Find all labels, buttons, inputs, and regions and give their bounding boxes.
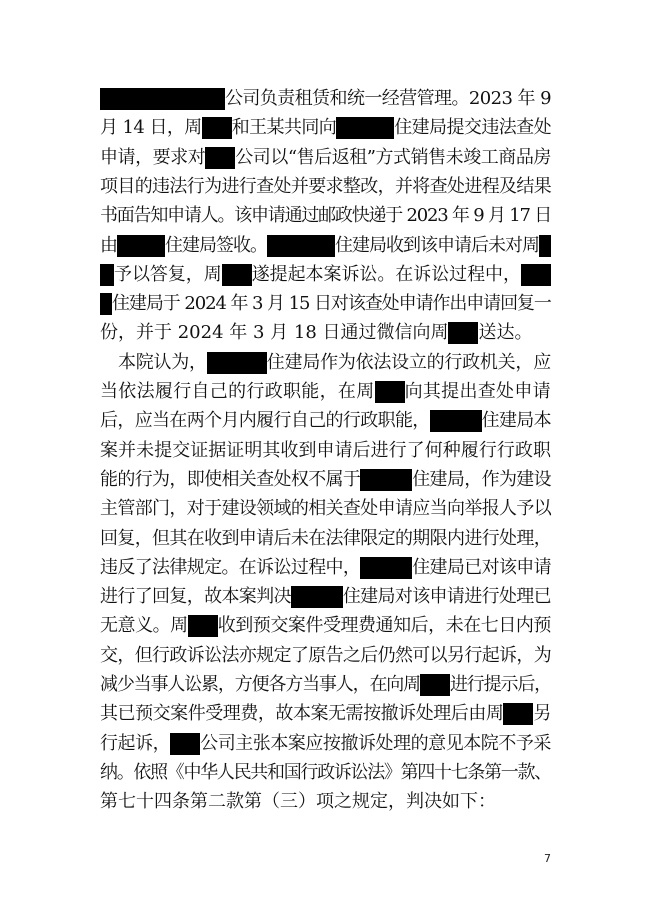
text-run: 当依法履行自己的行政职能，在周 (100, 381, 375, 402)
page-number: 7 (544, 852, 551, 865)
text-run: 无意义。周 (100, 615, 188, 637)
text-line (0, 348, 650, 378)
text-run: 份，并于 2024 年 3 月 18 日通过微信向周 (100, 322, 449, 344)
text-run: 住建局签收。 (165, 234, 267, 256)
text-run: 能的行为，即使相关查处权不属于 (100, 468, 361, 490)
text-line (0, 289, 650, 319)
text-line (0, 524, 650, 554)
redaction-block (267, 235, 335, 257)
redaction-block (188, 615, 218, 637)
text-line (0, 494, 650, 524)
text-line (0, 318, 650, 348)
text-line (0, 172, 650, 202)
redaction-block (336, 117, 394, 139)
text-run: 遂提起本案诉讼。在诉讼过程中， (251, 263, 521, 285)
text-run: 住建局于 2024 年 3 月 15 日对该查处申请作出申请回复一 (112, 293, 551, 315)
text-line (0, 436, 650, 466)
redaction-block (207, 352, 267, 374)
redaction-block (202, 117, 232, 139)
text-run: 公司以“售后返租”方式销售未竣工商品房 (235, 146, 551, 168)
text-run: 违反了法律规定。在诉讼过程中， (100, 556, 361, 578)
text-run: 另 (533, 703, 551, 725)
text-line (0, 465, 650, 495)
text-run: 后，应当在两个月内履行自己的行政职能， (100, 410, 430, 432)
text-run: 向其提出查处申请 (404, 381, 551, 402)
text-line (0, 758, 650, 788)
redaction-block (100, 88, 225, 110)
text-run: 予以答复，周 (114, 263, 222, 285)
text-run: 公司主张本案应按撤诉处理的意见本院不予采 (200, 732, 551, 754)
text-line (0, 787, 650, 817)
text-run: 住建局对该申请进行处理已 (342, 586, 552, 608)
redaction-block (448, 322, 478, 344)
text-run: 住建局收到该申请后未对周 (335, 234, 539, 256)
text-run: 进行提示后， (449, 674, 551, 695)
text-line (0, 143, 650, 173)
text-run: 主管部门，对于建设领域的相关查处申请应当向举报人予以 (100, 498, 552, 520)
text-run: 月 14 日，周 (100, 117, 202, 139)
text-line (0, 699, 650, 729)
text-line (0, 729, 650, 759)
text-line (0, 670, 650, 700)
text-line (0, 641, 650, 671)
text-run: 住建局，作为建设 (412, 468, 552, 490)
redaction-block (117, 235, 165, 257)
redaction-block (100, 293, 112, 315)
text-run: 第七十四条第二款第（三）项之规定，判决如下： (100, 791, 496, 813)
redaction-block (205, 147, 235, 169)
redaction-block (360, 469, 412, 491)
text-run: 案并未提交证据证明其收到申请后进行了何种履行行政职 (100, 439, 551, 461)
text-line (0, 611, 650, 641)
text-run: 本院认为， (118, 351, 207, 373)
redaction-block (100, 264, 114, 286)
redaction-block (375, 381, 405, 403)
text-run: 其已预交案件受理费，故本案无需按撤诉处理后由周 (100, 703, 504, 725)
text-run: 回复，但其在收到申请后未在法律限定的期限内进行处理， (100, 527, 552, 549)
text-run: 书面告知申请人。该申请通过邮政快递于 2023 年 9 月 17 日 (100, 205, 552, 227)
text-run: 送达。 (478, 322, 533, 344)
text-run: 公司负责租赁和统一经营管理。2023 年 9 (225, 88, 551, 109)
text-line (0, 260, 650, 290)
redaction-block (430, 410, 482, 432)
text-run: 和王某共同向 (231, 117, 337, 139)
text-line (0, 582, 650, 612)
redaction-block (420, 674, 450, 696)
text-line (0, 406, 650, 436)
redaction-block (360, 557, 412, 579)
text-line (0, 231, 650, 261)
text-line (0, 113, 650, 143)
text-run: 交，但行政诉讼法亦规定了原告之后仍然可以另行起诉，为 (100, 644, 552, 666)
text-run: 收到预交案件受理费通知后，未在七日内预 (217, 615, 551, 637)
text-line (0, 84, 650, 114)
text-run: 住建局提交违法查处 (394, 117, 551, 139)
text-run: 纳。依照《中华人民共和国行政诉讼法》第四十七条第一款、 (100, 761, 551, 783)
redaction-block (539, 235, 551, 257)
text-line (0, 201, 650, 231)
text-run: 项目的违法行为进行查处并要求整改，并将查处进程及结果 (100, 175, 552, 197)
text-run: 住建局本 (481, 410, 551, 432)
text-run: 由 (100, 234, 117, 256)
redaction-block (503, 703, 533, 725)
text-run: 进行了回复，故本案判决 (100, 586, 291, 608)
text-run: 住建局已对该申请 (412, 556, 552, 578)
text-line (0, 377, 650, 407)
text-run: 行起诉， (100, 732, 171, 754)
redaction-block (222, 264, 252, 286)
redaction-block (521, 264, 551, 286)
text-run: 申请，要求对 (100, 146, 206, 168)
text-run: 住建局作为依法设立的行政机关，应 (266, 351, 551, 373)
text-line (0, 553, 650, 583)
text-run: 减少当事人讼累，方便各方当事人，在向周 (100, 674, 420, 695)
redaction-block (170, 733, 200, 755)
redaction-block (291, 586, 343, 608)
